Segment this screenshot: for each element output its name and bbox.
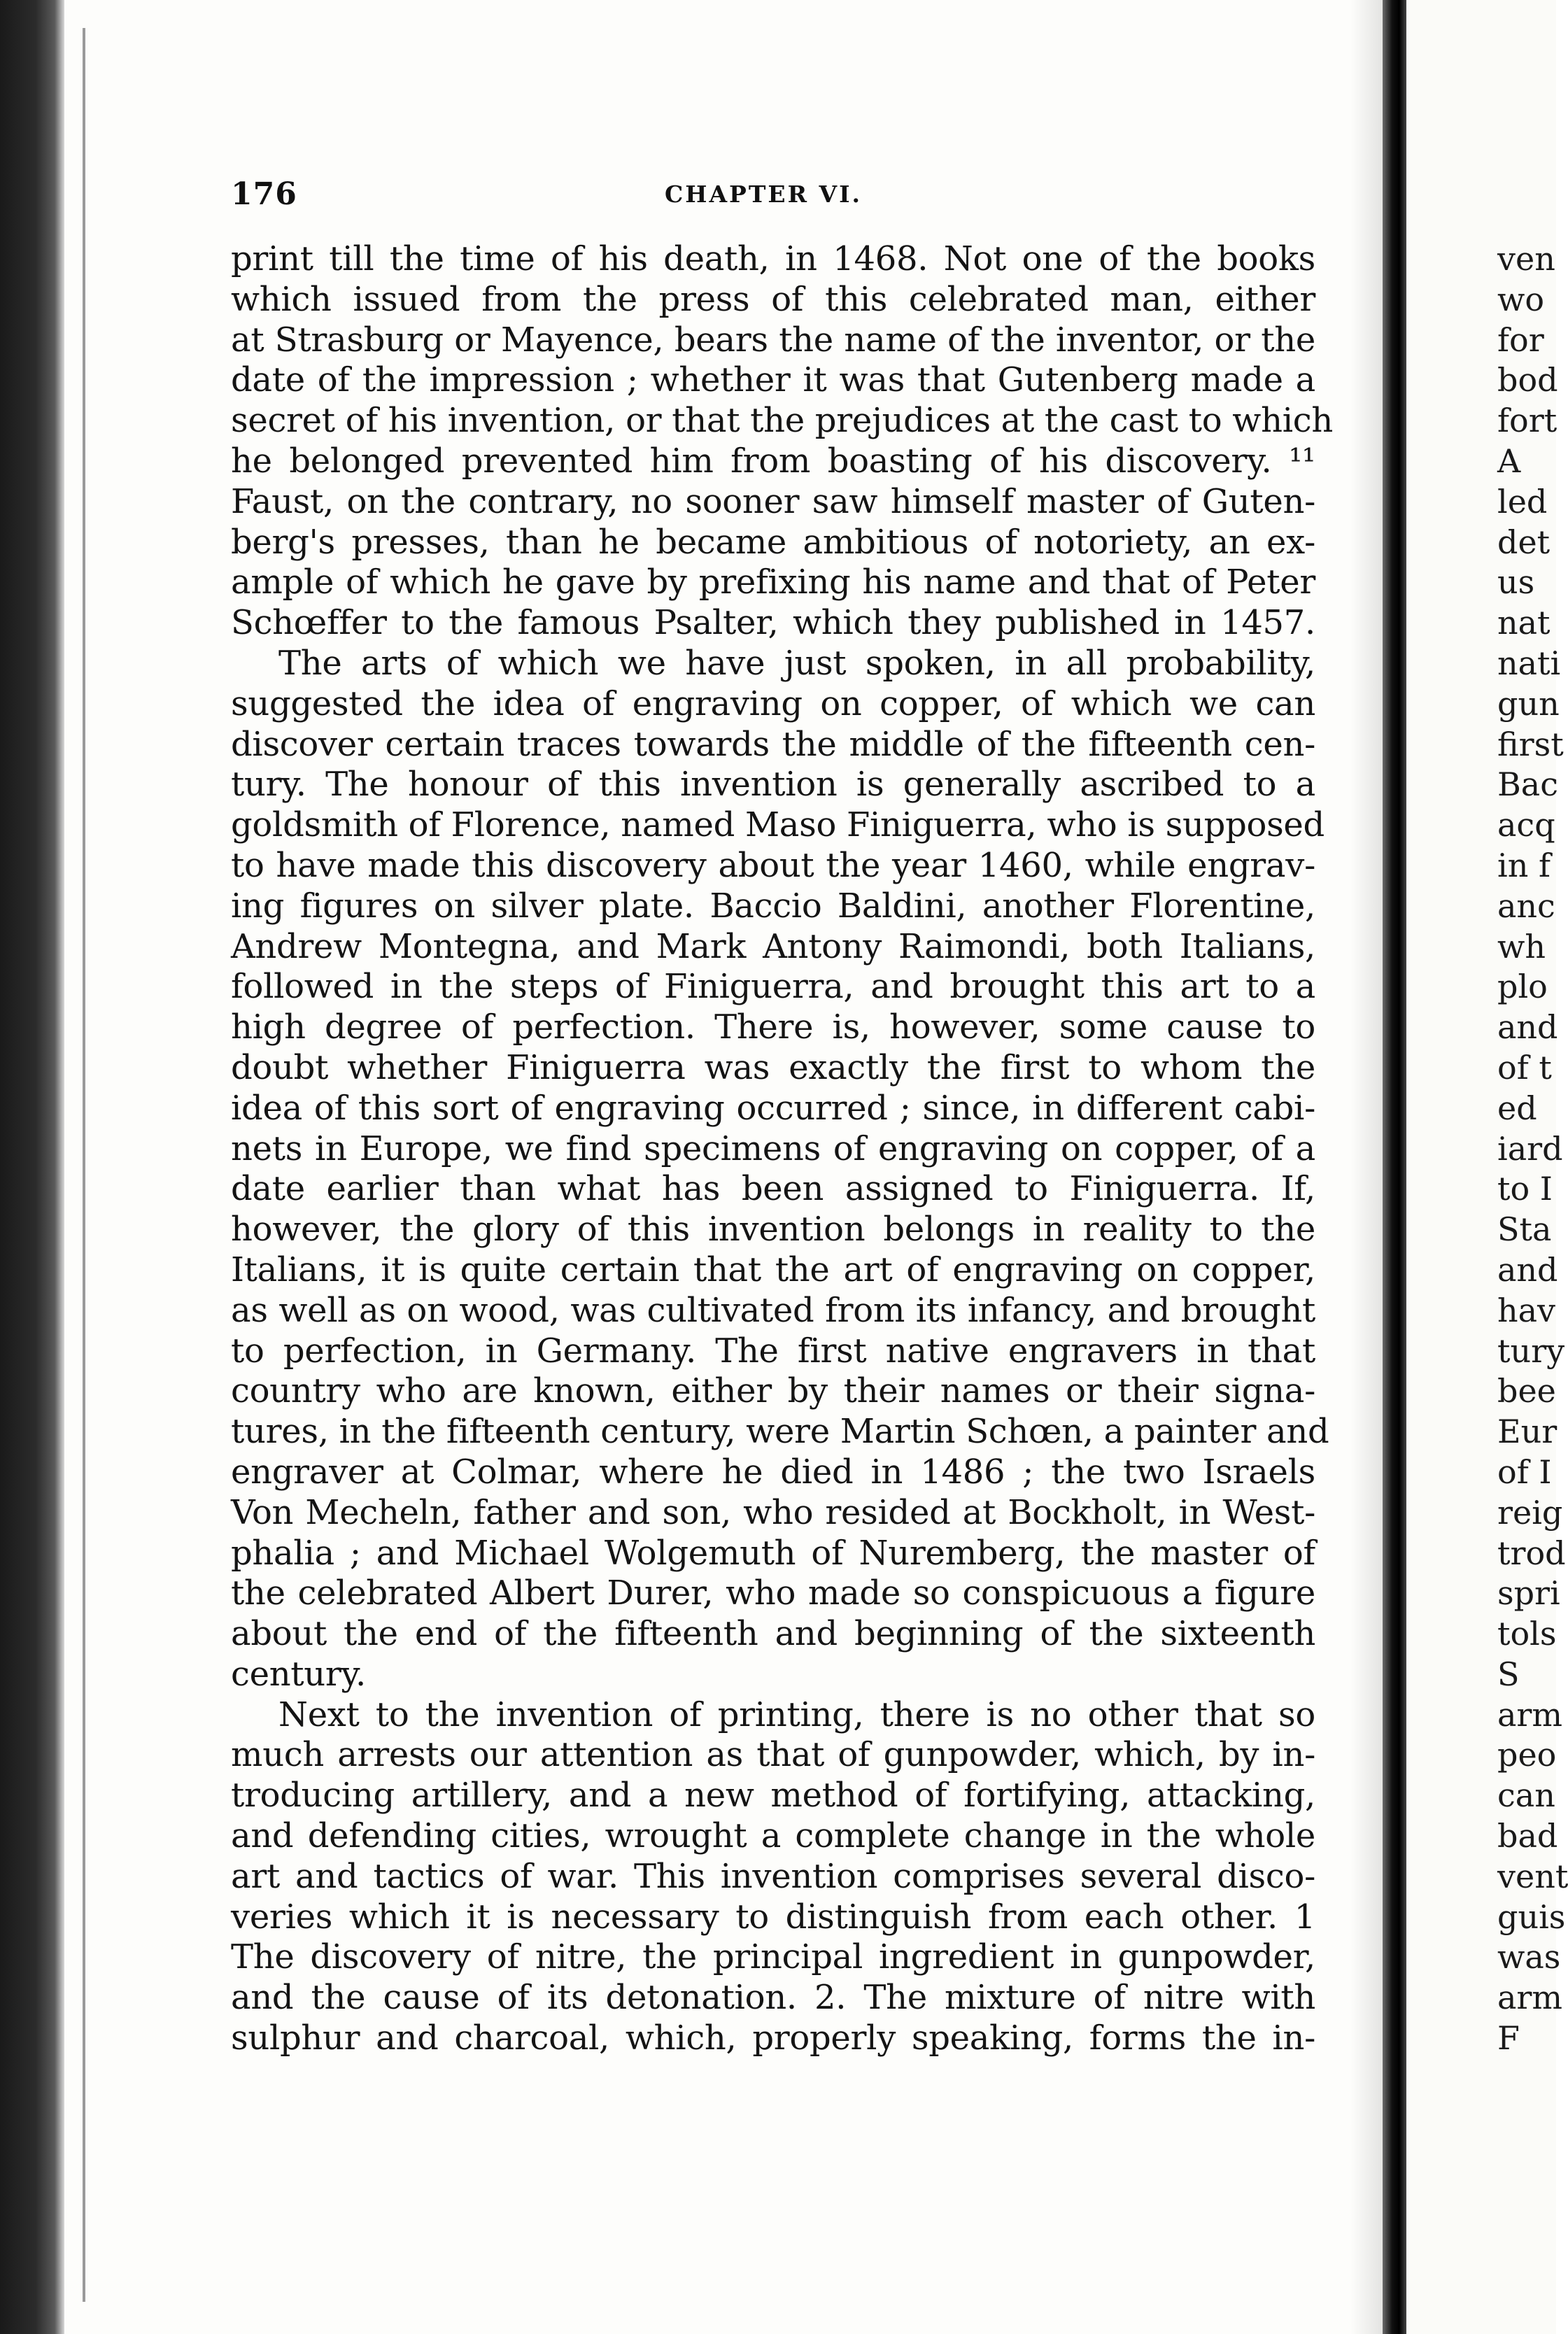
text-line: nets in Europe, we find specimens of engraving on copper, of a (231, 1129, 1315, 1168)
text-line: followed in the steps of Finiguerra, and brought this art to a (231, 967, 1315, 1007)
running-head (231, 176, 1301, 218)
facing-page-fragment: can (1497, 1776, 1555, 1815)
facing-page-fragment: of I (1497, 1452, 1552, 1491)
text-line: The arts of which we have just spoken, in all probability, (278, 643, 1315, 683)
text-line: troducing artillery, and a new method of fortifying, attacking, (231, 1776, 1315, 1816)
facing-page-fragment: us (1497, 563, 1535, 602)
facing-page-fragment: Eur (1497, 1413, 1558, 1451)
text-line: to perfection, in Germany. The first native engravers in that (231, 1331, 1315, 1371)
facing-page-fragment: was (1497, 1938, 1561, 1976)
text-line: tures, in the fifteenth century, were Martin Schœn, a painter and (231, 1412, 1329, 1452)
text-line: The discovery of nitre, the principal ingredient in gunpowder, (231, 1937, 1315, 1977)
facing-page-fragment: led (1497, 482, 1548, 521)
facing-page-fragment: first (1497, 725, 1564, 763)
page-number: 176 (231, 176, 297, 212)
facing-page-fragment: hav (1497, 1291, 1556, 1329)
facing-page-fragment: nat (1497, 604, 1551, 642)
text-line: and the cause of its detonation. 2. The mixture of nitre with (231, 1978, 1315, 2018)
text-line: print till the time of his death, in 1468. Not one of the books (231, 239, 1315, 278)
facing-page-fragment: bad (1497, 1817, 1558, 1855)
binding-rule (83, 28, 85, 2302)
text-line: engraver at Colmar, where he died in 1486 ; the two Israels (231, 1452, 1315, 1492)
text-line: ample of which he gave by prefixing his name and that of Peter (231, 563, 1315, 602)
facing-page-fragment: fort (1497, 402, 1558, 440)
text-line: phalia ; and Michael Wolgemuth of Nuremberg, the master of (231, 1533, 1315, 1573)
page-gutter (1383, 0, 1406, 2334)
text-line: date of the impression ; whether it was that Gutenberg made a (231, 360, 1315, 400)
text-line: as well as on wood, was cultivated from its infancy, and brought (231, 1290, 1315, 1330)
text-line: berg's presses, than he became ambitious of notoriety, an ex- (231, 522, 1315, 562)
text-line: Schœffer to the famous Psalter, which they published in 1457. (231, 603, 1315, 643)
facing-page-fragment: plo (1497, 968, 1548, 1006)
facing-page-fragment: bod (1497, 361, 1558, 399)
facing-page-fragment: A (1497, 441, 1521, 480)
text-line: high degree of perfection. There is, however, some cause to (231, 1007, 1315, 1047)
gutter-shadow (1350, 0, 1383, 2334)
facing-page-fragment: anc (1497, 886, 1555, 925)
text-line: Next to the invention of printing, there is no other that so (278, 1695, 1315, 1734)
text-line: veries which it is necessary to distinguish from each other. 1 (231, 1897, 1315, 1937)
text-line: country who are known, either by their names or their signa- (231, 1371, 1315, 1411)
facing-page-fragment: tury (1497, 1331, 1565, 1370)
facing-page-fragment: S (1497, 1655, 1520, 1693)
text-line: Italians, it is quite certain that the art of engraving on copper, (231, 1250, 1315, 1289)
text-line: Faust, on the contrary, no sooner saw himself master of Guten- (231, 481, 1315, 521)
text-line: goldsmith of Florence, named Maso Finiguerra, who is supposed (231, 805, 1325, 845)
facing-page-fragment: iard (1497, 1129, 1563, 1168)
text-line: however, the glory of this invention belongs in reality to the (231, 1210, 1315, 1250)
facing-page-text (1497, 239, 1568, 2059)
facing-page-fragment: and (1497, 1008, 1558, 1047)
text-line: Andrew Montegna, and Mark Antony Raimondi, both Italians, (231, 926, 1315, 966)
facing-page-fragment: ed (1497, 1089, 1537, 1127)
facing-page-fragment: wh (1497, 927, 1546, 966)
facing-page-fragment: for (1497, 320, 1544, 359)
facing-page-fragment: Sta (1497, 1210, 1552, 1249)
facing-page-fragment: arm (1497, 1695, 1563, 1734)
body-text (231, 239, 1333, 2059)
facing-page-fragment: tols (1497, 1615, 1557, 1653)
text-line: much arrests our attention as that of gunpowder, which, by in- (231, 1735, 1315, 1775)
facing-page-fragment: spri (1497, 1574, 1560, 1613)
text-line: he belonged prevented him from boasting of his discovery. ¹¹ (231, 441, 1315, 481)
text-line: which issued from the press of this celebrated man, either (231, 279, 1315, 319)
facing-page-fragment: gun (1497, 684, 1560, 723)
facing-page-fragment: det (1497, 523, 1551, 561)
facing-page-fragment: to I (1497, 1170, 1553, 1208)
text-line: at Strasburg or Mayence, bears the name of the inventor, or the (231, 320, 1315, 360)
text-line: and defending cities, wrought a complete change in the whole (231, 1816, 1315, 1856)
facing-page-fragment: vent (1497, 1857, 1568, 1895)
facing-page-fragment: and (1497, 1250, 1558, 1289)
facing-page-fragment: nati (1497, 644, 1561, 682)
text-line: suggested the idea of engraving on copper, of which we can (231, 684, 1315, 723)
text-line: doubt whether Finiguerra was exactly the first to whom the (231, 1047, 1315, 1087)
facing-page-fragment: trod (1497, 1534, 1566, 1572)
facing-page-fragment: ven (1497, 240, 1555, 278)
facing-page-fragment: of t (1497, 1048, 1552, 1087)
text-line: idea of this sort of engraving occurred ; since, in different cabi- (231, 1088, 1315, 1128)
text-line: the celebrated Albert Durer, who made so conspicuous a figure (231, 1573, 1315, 1613)
facing-page-fragment: Bac (1497, 765, 1558, 804)
facing-page-fragment: F (1497, 2019, 1520, 2058)
text-line: ing figures on silver plate. Baccio Baldini, another Florentine, (231, 886, 1315, 926)
text-line: date earlier than what has been assigned to Finiguerra. If, (231, 1169, 1315, 1209)
facing-page-fragment: in f (1497, 846, 1551, 884)
facing-page-fragment: bee (1497, 1372, 1556, 1410)
text-line: to have made this discovery about the year 1460, while engrav- (231, 845, 1315, 885)
text-line: discover certain traces towards the middle of the fifteenth cen- (231, 724, 1315, 764)
text-line: secret of his invention, or that the prejudices at the cast to which (231, 401, 1333, 441)
facing-page-fragment: arm (1497, 1979, 1563, 2017)
facing-page-fragment: wo (1497, 280, 1545, 318)
text-line: sulphur and charcoal, which, properly speaking, forms the in- (231, 2018, 1315, 2058)
text-line: Von Mecheln, father and son, who resided at Bockholt, in West- (231, 1492, 1315, 1532)
text-line: century. (231, 1654, 366, 1694)
facing-page-fragment: reig (1497, 1493, 1563, 1532)
facing-page-fragment: acq (1497, 806, 1555, 844)
text-line: about the end of the fifteenth and beginning of the sixteenth (231, 1614, 1315, 1654)
chapter-title: CHAPTER VI. (665, 181, 863, 208)
facing-page-fragment: guis (1497, 1897, 1566, 1936)
text-line: tury. The honour of this invention is generally ascribed to a (231, 765, 1315, 805)
facing-page-fragment: peo (1497, 1736, 1557, 1774)
text-line: art and tactics of war. This invention comprises several disco- (231, 1856, 1315, 1896)
binding-edge (0, 0, 64, 2334)
